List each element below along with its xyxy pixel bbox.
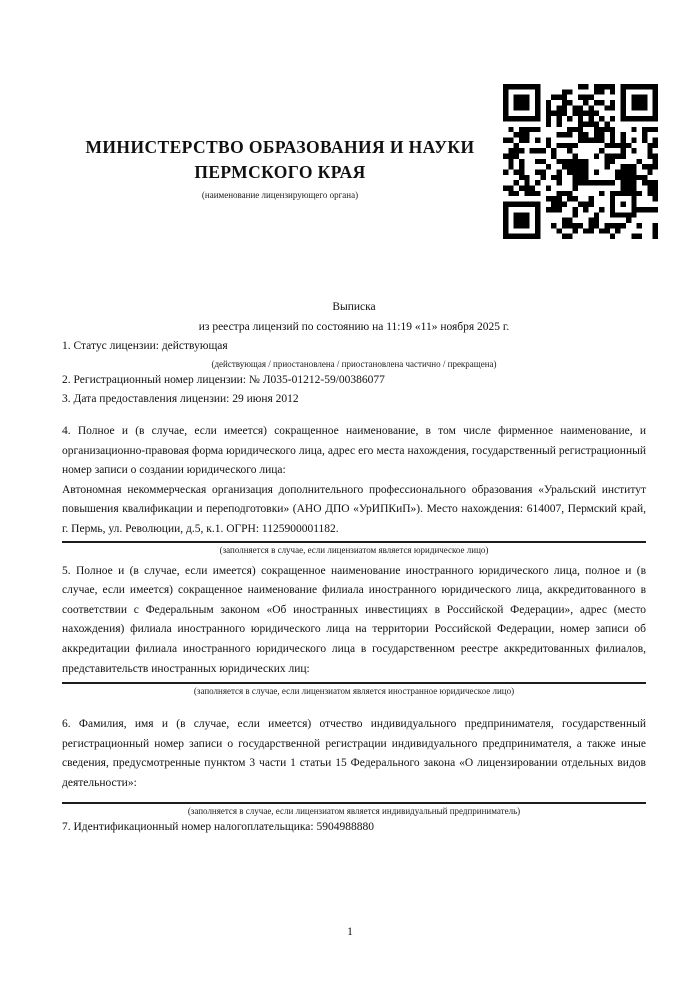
document-title [62,298,646,337]
legal-entity-section [62,422,646,557]
issuing-authority-header [60,135,500,201]
entrepreneur-fill-caption: (заполняется в случае, если лицензиатом является индивидуальный предприниматель) [187,806,521,817]
license-registration-number: 2. Регистрационный номер лицензии: № Л035-01212-59/00386077 [62,373,385,386]
taxpayer-id-number: 7. Идентификационный номер налогоплательщика: 5904988880 [62,821,374,834]
license-grant-date: 3. Дата предоставления лицензии: 29 июня 2012 [62,393,299,406]
title-line2: из реестра лицензий по состоянию на 11:19 «11» ноября 2025 г. [198,320,510,333]
separator-line [62,802,646,804]
license-status: 1. Статус лицензии: действующая [62,340,228,353]
separator-line [62,541,646,543]
legal-entity-value: Автономная некоммерческая организация дополнительного профессионального образования «Уральский институт повышения квалификации и переподготовки» (АНО ДПО «УрИПКиП»). Место нахождения: 614007, Пермский край, г. Пермь, ул. Революции, д.5, к.1. ОГРН: 1125900001182. [62,483,646,535]
foreign-entity-fill-caption: (заполняется в случае, если лицензиатом является иностранное юридическое лицо) [193,686,515,697]
license-status-note: (действующая / приостановлена / приостановлена частично / прекращена) [211,358,497,369]
foreign-entity-section [62,562,646,699]
foreign-entity-clause: 5. Полное и (в случае, если имеется) сокращенное наименование иностранного юридического лица, полное и (в случае, если имеется) сокращенное наименование филиала иностранного юридического лица, аккредитованного в соответствии с Федеральным законом «Об иностранных инвестициях в Российской Федерации», адрес (место нахождения) филиала иностранного юридического лица на территории Российской Федерации, номер записи об аккредитации филиала иностранного юридического лица в государственном реестре аккредитованных филиалов, представительств иностранных юридических лиц: [62,564,646,675]
qr-code-icon [503,84,658,239]
document-body [62,298,646,838]
entrepreneur-section [62,715,646,818]
separator-line [62,682,646,684]
legal-entity-clause: 4. Полное и (в случае, если имеется) сокращенное наименование, в том числе фирменное наименование, и организационно-правовая форма юридического лица, адрес его места нахождения, государственный регистрационный номер записи о создании юридического лица: [62,424,646,477]
issuing-authority-caption: (наименование лицензирующего органа) [201,190,359,200]
legal-entity-fill-caption: (заполняется в случае, если лицензиатом является юридическое лицо) [219,544,489,555]
entrepreneur-clause: 6. Фамилия, имя и (в случае, если имеется) отчество индивидуального предпринимателя, государственный регистрационный номер записи о государственной регистрации индивидуального предпринимателя, а также иные сведения, предусмотренные пунктом 3 части 1 статьи 15 Федерального закона «О лицензировании отдельных видов деятельности»: [62,718,646,789]
title-line1: Выписка [332,301,376,313]
ministry-name-line1: МИНИСТЕРСТВО ОБРАЗОВАНИЯ И НАУКИ [85,137,475,157]
page-number: 1 [347,926,353,938]
ministry-name-line2: ПЕРМСКОГО КРАЯ [194,162,366,182]
